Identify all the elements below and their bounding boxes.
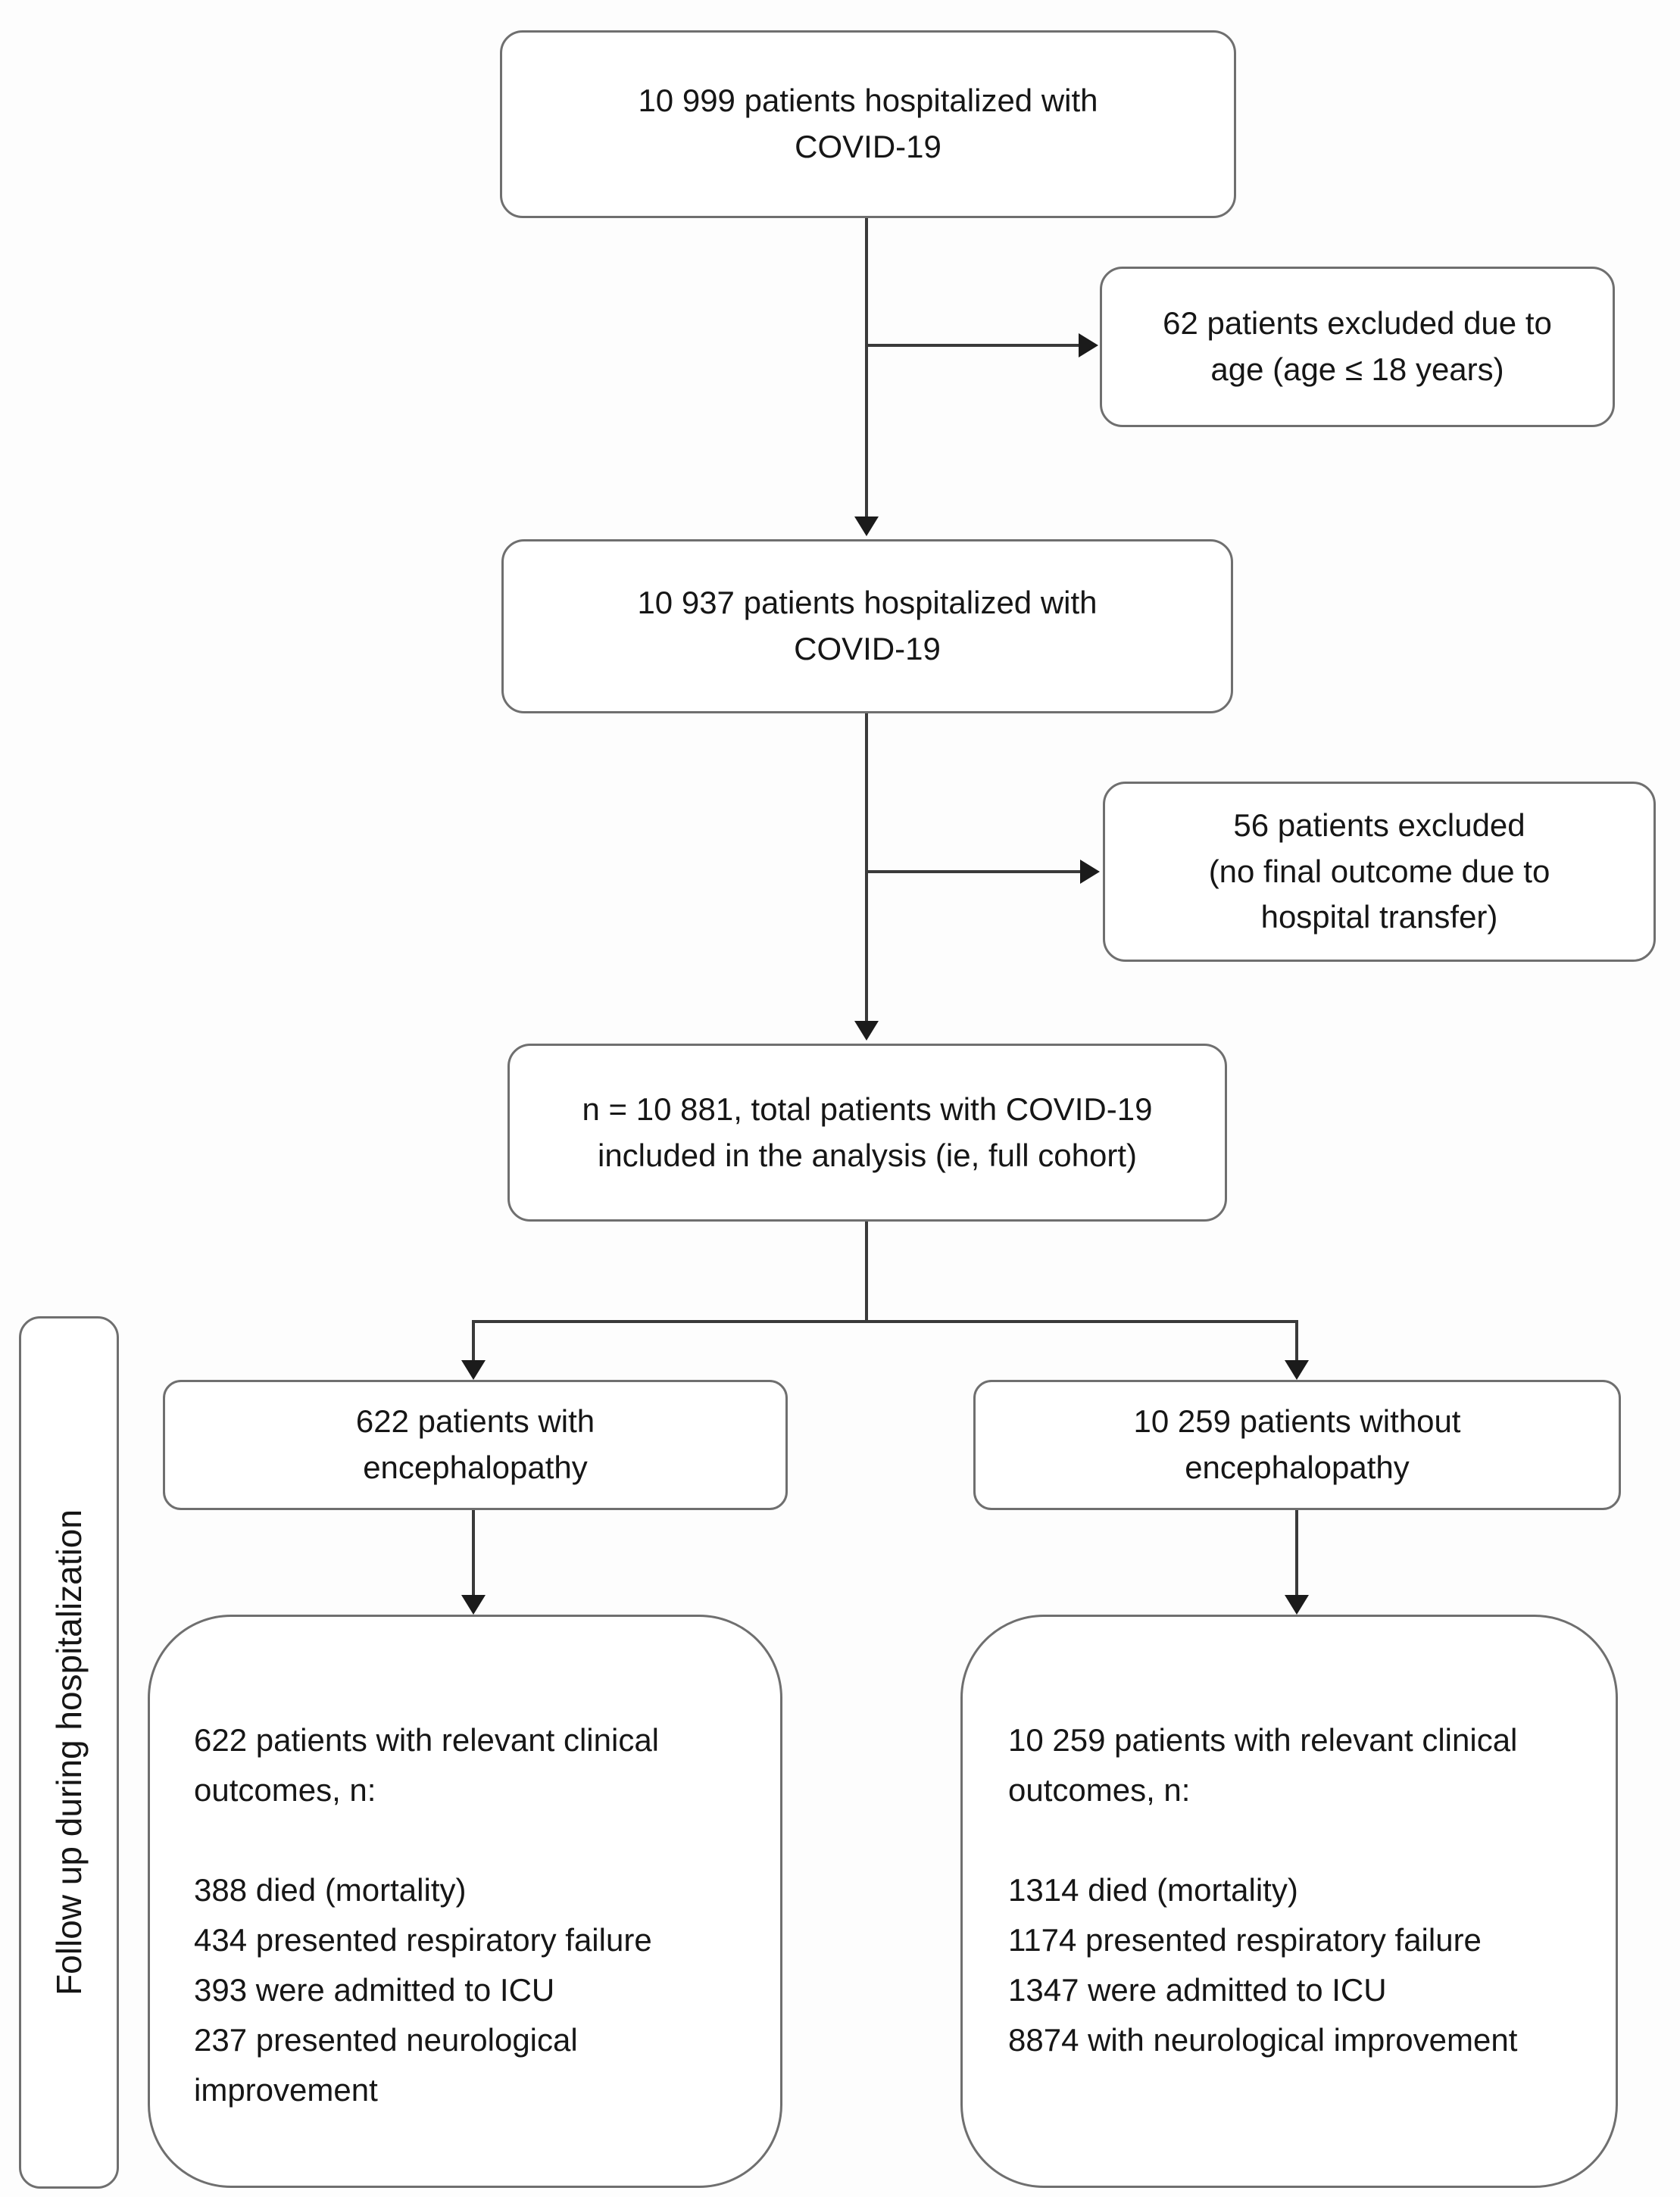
outcome-item: 237 presented neurological improvement [194,2021,578,2108]
arrowhead-down-icon [461,1595,486,1615]
node-text-line: 10 999 patients hospitalized with [638,83,1098,119]
spacer [1008,1815,1569,1865]
node-excluded-age [1100,267,1615,427]
arrowhead-down-icon [1285,1360,1309,1380]
node-text-line: hospital transfer) [1260,899,1498,935]
connector-branch-excluded-transfer [865,870,1085,873]
outcome-box-no-encephalopathy [960,1615,1618,2188]
connector-enceph-to-outcomes [472,1510,475,1596]
connector-initial-to-after-age [865,218,868,518]
arrowhead-down-icon [1285,1595,1309,1615]
node-initial-cohort [500,30,1236,218]
outcome-item: 1174 presented respiratory failure [1008,1921,1482,1958]
phase-band-label: Follow up during hospitalization [49,1509,89,1996]
node-text-line: n = 10 881, total patients with COVID-19 [582,1091,1153,1127]
node-text-line: included in the analysis (ie, full cohort) [597,1137,1138,1173]
arrowhead-right-icon [1079,333,1098,357]
node-encephalopathy [163,1380,788,1510]
outcome-item: 8874 with neurological improvement [1008,2021,1518,2058]
outcome-item: 393 were admitted to ICU [194,1971,555,2008]
connector-no-enceph-to-outcomes [1295,1510,1298,1596]
node-text-line: (no final outcome due to [1208,853,1550,889]
arrowhead-right-icon [1080,860,1100,884]
node-text-line: 622 patients with [355,1403,595,1440]
connector-split-right [1295,1320,1298,1363]
connector-after-age-to-cohort [865,713,868,1022]
outcome-title: 10 259 patients with relevant clinical outcomes, n: [1008,1722,1518,1808]
outcome-item: 388 died (mortality) [194,1871,467,1908]
node-full-cohort [507,1044,1227,1222]
connector-cohort-to-split [865,1222,868,1323]
connector-split-left [472,1320,475,1363]
node-text-line: COVID-19 [795,129,941,164]
node-text-line: encephalopathy [363,1450,588,1485]
connector-split-horizontal [473,1320,1298,1323]
spacer [194,1815,754,1865]
phase-band-followup [19,1316,119,2189]
outcome-item: 434 presented respiratory failure [194,1921,652,1958]
node-text-line: COVID-19 [794,631,941,666]
connector-branch-excluded-age [865,344,1083,347]
node-excluded-transfer [1103,782,1656,962]
node-text-line: 56 patients excluded [1233,807,1525,843]
node-text-line: 10 259 patients without [1133,1403,1461,1440]
node-no-encephalopathy [973,1380,1621,1510]
outcome-item: 1314 died (mortality) [1008,1871,1298,1908]
outcome-box-encephalopathy [148,1615,782,2188]
node-after-age-exclusion [501,539,1233,713]
arrowhead-down-icon [854,1021,879,1041]
outcome-title: 622 patients with relevant clinical outcomes, n: [194,1722,660,1808]
node-text-line: 10 937 patients hospitalized with [637,585,1098,621]
node-text-line: age (age ≤ 18 years) [1210,351,1504,387]
node-text-line: encephalopathy [1185,1450,1410,1485]
node-text-line: 62 patients excluded due to [1163,305,1552,342]
arrowhead-down-icon [854,516,879,536]
outcome-item: 1347 were admitted to ICU [1008,1971,1387,2008]
arrowhead-down-icon [461,1360,486,1380]
